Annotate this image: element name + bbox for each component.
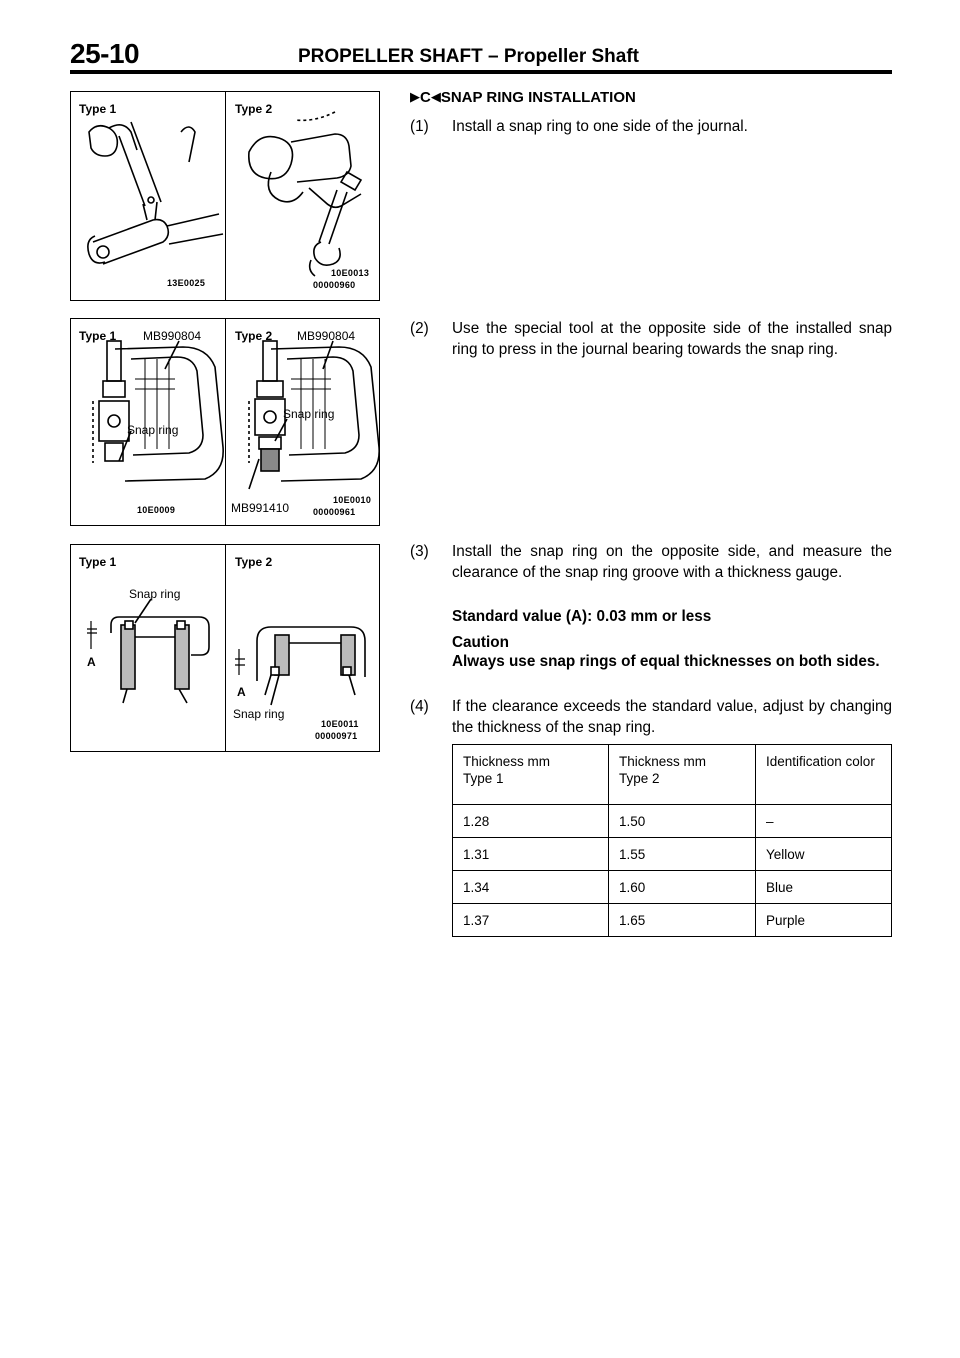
table-cell: 1.55 xyxy=(609,838,756,871)
dimension-a-right: A xyxy=(237,685,246,699)
snap-ring-thickness-table xyxy=(452,744,892,937)
tool-label-right: MB990804 xyxy=(297,329,356,343)
header-rule xyxy=(70,70,892,74)
step-4 xyxy=(410,696,892,738)
figure-code-right-bottom: 00000971 xyxy=(315,731,358,741)
caution-heading: Caution xyxy=(452,634,509,651)
figure-snap-ring-pliers xyxy=(70,91,380,301)
table-cell: Purple xyxy=(756,904,892,937)
table-cell: 1.60 xyxy=(609,871,756,904)
figure-code-right-bottom: 00000961 xyxy=(313,507,356,517)
table-cell: – xyxy=(756,805,892,838)
arrow-right-icon: ▶ xyxy=(410,89,420,104)
dimension-a-left: A xyxy=(87,655,96,669)
table-row xyxy=(453,871,892,904)
page-number: 25-10 xyxy=(70,38,140,69)
snap-ring-label-right: Snap ring xyxy=(233,707,285,721)
table-header-cell: Thickness mm Type 1 xyxy=(453,745,609,805)
snap-ring-label-left: Snap ring xyxy=(129,587,181,601)
table-row xyxy=(453,805,892,838)
step-1 xyxy=(410,116,892,137)
figure-special-tool xyxy=(70,318,380,526)
figure-type1-label: Type 1 xyxy=(79,329,117,343)
figure-type2-label: Type 2 xyxy=(235,102,273,116)
table-cell: 1.65 xyxy=(609,904,756,937)
table-cell: 1.37 xyxy=(453,904,609,937)
step-text: If the clearance exceeds the standard value, adjust by changing the thickness of the snap ring. xyxy=(452,698,892,736)
figure-code-left: 10E0009 xyxy=(137,505,176,515)
table-cell: Blue xyxy=(756,871,892,904)
table-cell: 1.31 xyxy=(453,838,609,871)
table-cell: Yellow xyxy=(756,838,892,871)
snap-ring-label-left: Snap ring xyxy=(127,423,179,437)
step-text: Use the special tool at the opposite side of the installed snap ring to press in the journal bearing towards the snap ring. xyxy=(452,320,892,358)
section-title-text: SNAP RING INSTALLATION xyxy=(440,89,636,106)
snap-ring-label-right: Snap ring xyxy=(283,407,335,421)
figure-type1-label: Type 1 xyxy=(79,102,117,116)
step-number: (4) xyxy=(410,698,429,715)
step-number: (2) xyxy=(410,320,429,337)
figure-type2-label: Type 2 xyxy=(235,555,273,569)
section-title xyxy=(410,89,636,106)
figure-code-right-top: 10E0013 xyxy=(331,268,370,278)
figure-code-right-bottom: 00000960 xyxy=(313,280,356,290)
section-marker: C xyxy=(420,89,431,106)
figure-code-left: 13E0025 xyxy=(167,278,206,288)
table-header-cell: Identification color xyxy=(756,745,892,805)
table-row xyxy=(453,838,892,871)
table-cell: 1.28 xyxy=(453,805,609,838)
table-header-cell: Thickness mm Type 2 xyxy=(609,745,756,805)
step-text: Install a snap ring to one side of the journal. xyxy=(452,118,748,135)
figure-code-right-top: 10E0010 xyxy=(333,495,372,505)
caution-text: Always use snap rings of equal thicknesses on both sides. xyxy=(452,653,880,670)
table-row xyxy=(453,904,892,937)
arrow-left-icon: ◀ xyxy=(430,89,441,104)
tool-label-left: MB990804 xyxy=(143,329,202,343)
table-header-row xyxy=(453,745,892,805)
figure-clearance xyxy=(70,544,380,752)
step-number: (3) xyxy=(410,543,429,560)
figure-type1-label: Type 1 xyxy=(79,555,117,569)
page-title: PROPELLER SHAFT – Propeller Shaft xyxy=(298,46,639,67)
tool-label-bottom: MB991410 xyxy=(231,501,290,515)
step-3 xyxy=(410,541,892,583)
step-number: (1) xyxy=(410,118,429,135)
table-cell: 1.50 xyxy=(609,805,756,838)
standard-value: Standard value (A): 0.03 mm or less xyxy=(452,608,712,625)
step-2 xyxy=(410,318,892,360)
step-text: Install the snap ring on the opposite side, and measure the clearance of the snap ring groove with a thickness gauge. xyxy=(452,543,892,581)
figure-code-right-top: 10E0011 xyxy=(321,719,359,729)
figure-type2-label: Type 2 xyxy=(235,329,273,343)
table-cell: 1.34 xyxy=(453,871,609,904)
